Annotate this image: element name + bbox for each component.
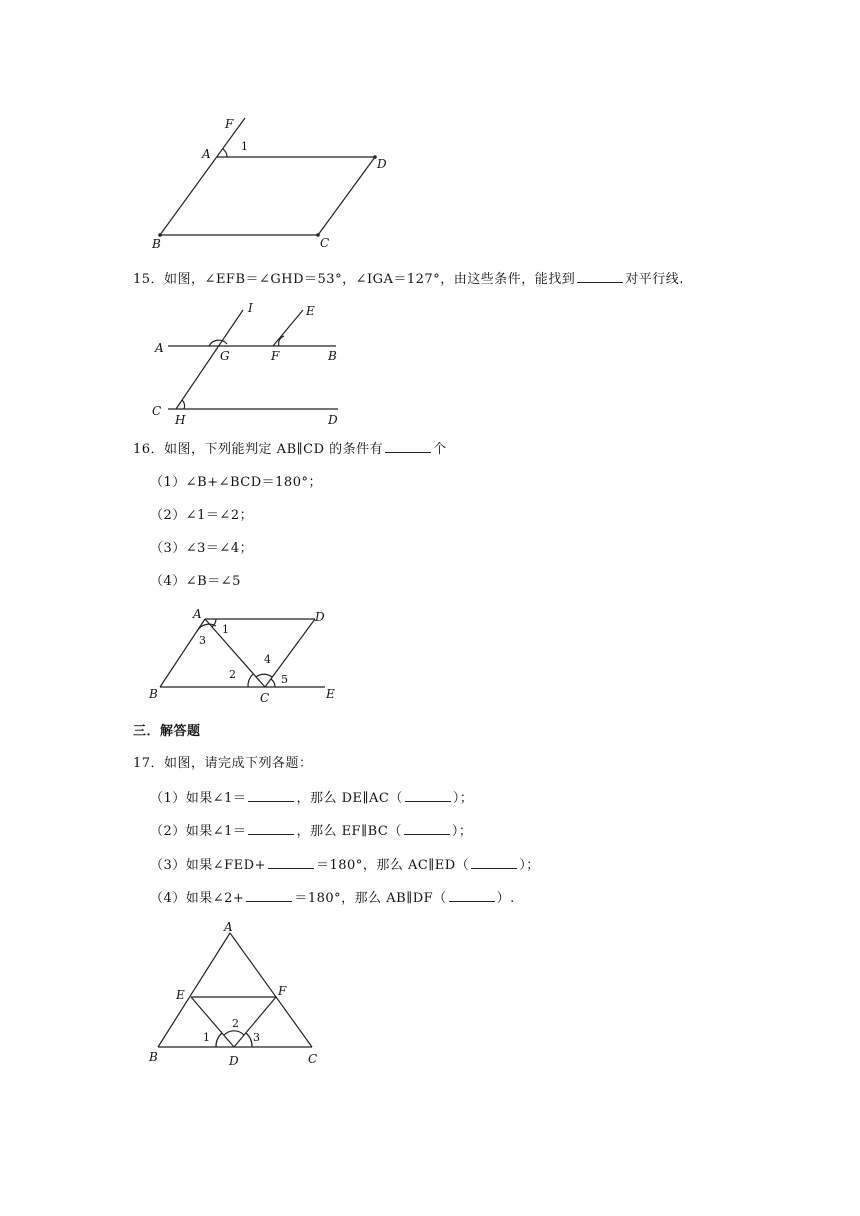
question-15: [133, 270, 684, 289]
label-d: D: [315, 610, 325, 624]
question-17-part-3: [150, 856, 540, 875]
label-angle-3: 3: [199, 634, 206, 647]
answer-blank-17-1b[interactable]: [405, 789, 451, 802]
line-ef: [273, 310, 303, 346]
label-b: B: [328, 349, 337, 363]
part-3-text-a: （3）如果∠FED+: [150, 858, 266, 873]
label-angle-4: 4: [264, 653, 271, 666]
label-d: D: [377, 157, 387, 171]
part-2-text-b: ，那么 EF∥BC（: [296, 824, 402, 839]
label-d: D: [328, 413, 338, 427]
label-i: I: [248, 301, 253, 315]
figure-parallelogram-afdbc: [140, 110, 410, 260]
angle-1-arc: [223, 149, 227, 157]
part-4-text-a: （4）如果∠2+: [150, 891, 245, 906]
label-b: B: [149, 1050, 158, 1064]
label-c: C: [308, 1052, 318, 1066]
question-15-number: 15．: [133, 272, 165, 287]
question-15-text: 如图，∠EFB＝∠GHD＝53°，∠IGA＝127°，由这些条件，能找到: [164, 272, 576, 287]
question-17-part-2: [150, 822, 472, 841]
angle-1-arc: [216, 1033, 222, 1047]
answer-blank-16[interactable]: [385, 440, 431, 453]
answer-blank-15[interactable]: [577, 270, 623, 283]
angle-iga-arc: [209, 340, 227, 346]
answer-blank-17-4a[interactable]: [246, 889, 292, 902]
question-16: [133, 440, 447, 459]
question-16-text-end: 个: [433, 442, 447, 457]
label-a: A: [155, 341, 164, 355]
figure-17-triangle: [140, 915, 340, 1075]
label-h: H: [175, 413, 186, 427]
part-4-text-b: ＝180°，那么 AB∥DF（: [294, 891, 447, 906]
answer-blank-17-1a[interactable]: [248, 789, 294, 802]
angle-3-arc: [246, 1033, 252, 1047]
part-3-text-c: ）；: [519, 858, 540, 873]
label-angle-1: 1: [203, 1031, 210, 1044]
label-d: D: [229, 1054, 239, 1068]
line-fb: [160, 118, 245, 235]
angle-2-arc: [224, 1031, 244, 1035]
question-17: [133, 755, 313, 773]
angle-ghd-arc: [182, 400, 185, 409]
question-16-text: 如图，下列能判定 AB∥CD 的条件有: [164, 442, 384, 457]
question-17-number: 17．: [133, 756, 165, 771]
question-16-option-1: （1）∠B+∠BCD＝180°；: [150, 475, 322, 490]
answer-blank-17-2a[interactable]: [248, 822, 294, 835]
label-e: E: [326, 687, 335, 701]
question-17-intro: 如图，请完成下列各题：: [164, 756, 313, 771]
line-dc: [265, 619, 315, 687]
angle-5-arc: [271, 679, 275, 687]
part-2-text-c: ）；: [451, 824, 473, 839]
part-4-text-c: ）.: [496, 891, 515, 906]
label-angle-1: 1: [241, 140, 248, 153]
part-1-text-c: ）；: [452, 791, 474, 806]
label-angle-3: 3: [253, 1031, 260, 1044]
label-b: B: [152, 237, 161, 251]
label-g: G: [220, 349, 230, 363]
label-a: A: [224, 920, 233, 934]
angle-2-arc: [248, 674, 253, 687]
figure-16-parallelogram: [145, 604, 355, 708]
question-15-text-end: 对平行线.: [625, 272, 684, 287]
label-e: E: [176, 988, 185, 1002]
label-angle-2: 2: [232, 1017, 239, 1030]
label-e: E: [306, 304, 315, 318]
angle-4-arc: [256, 674, 272, 677]
question-16-option-3: （3）∠3＝∠4；: [150, 541, 254, 556]
label-f: F: [278, 984, 287, 998]
question-17-part-1: [150, 789, 473, 808]
label-angle-5: 5: [281, 673, 288, 686]
line-ih: [176, 310, 243, 409]
label-a: A: [202, 147, 211, 161]
question-16-number: 16．: [133, 442, 165, 457]
line-ac: [230, 933, 312, 1047]
label-b: B: [149, 687, 158, 701]
label-a: A: [193, 607, 202, 621]
label-c: C: [152, 404, 162, 418]
line-dc: [318, 157, 375, 235]
label-c: C: [260, 691, 270, 705]
part-1-text-a: （1）如果∠1＝: [150, 791, 247, 806]
figure-15-parallel-lines: [148, 296, 358, 431]
answer-blank-17-3a[interactable]: [268, 856, 314, 869]
part-2-text-a: （2）如果∠1＝: [150, 824, 247, 839]
part-1-text-b: ，那么 DE∥AC（: [296, 791, 403, 806]
part-3-text-b: ＝180°，那么 AC∥ED（: [316, 858, 470, 873]
answer-blank-17-4b[interactable]: [449, 889, 495, 902]
question-16-option-2: （2）∠1＝∠2；: [150, 508, 254, 523]
question-16-option-4: （4）∠B＝∠5: [150, 574, 241, 589]
label-f: F: [271, 349, 280, 363]
question-17-part-4: [150, 889, 515, 908]
line-ed: [191, 997, 234, 1047]
section-heading: 三．解答题: [133, 724, 201, 739]
answer-blank-17-2b[interactable]: [404, 822, 450, 835]
label-c: C: [320, 236, 330, 250]
label-angle-1: 1: [222, 623, 229, 636]
label-f: F: [225, 117, 234, 131]
label-angle-2: 2: [229, 668, 236, 681]
answer-blank-17-3b[interactable]: [471, 856, 517, 869]
